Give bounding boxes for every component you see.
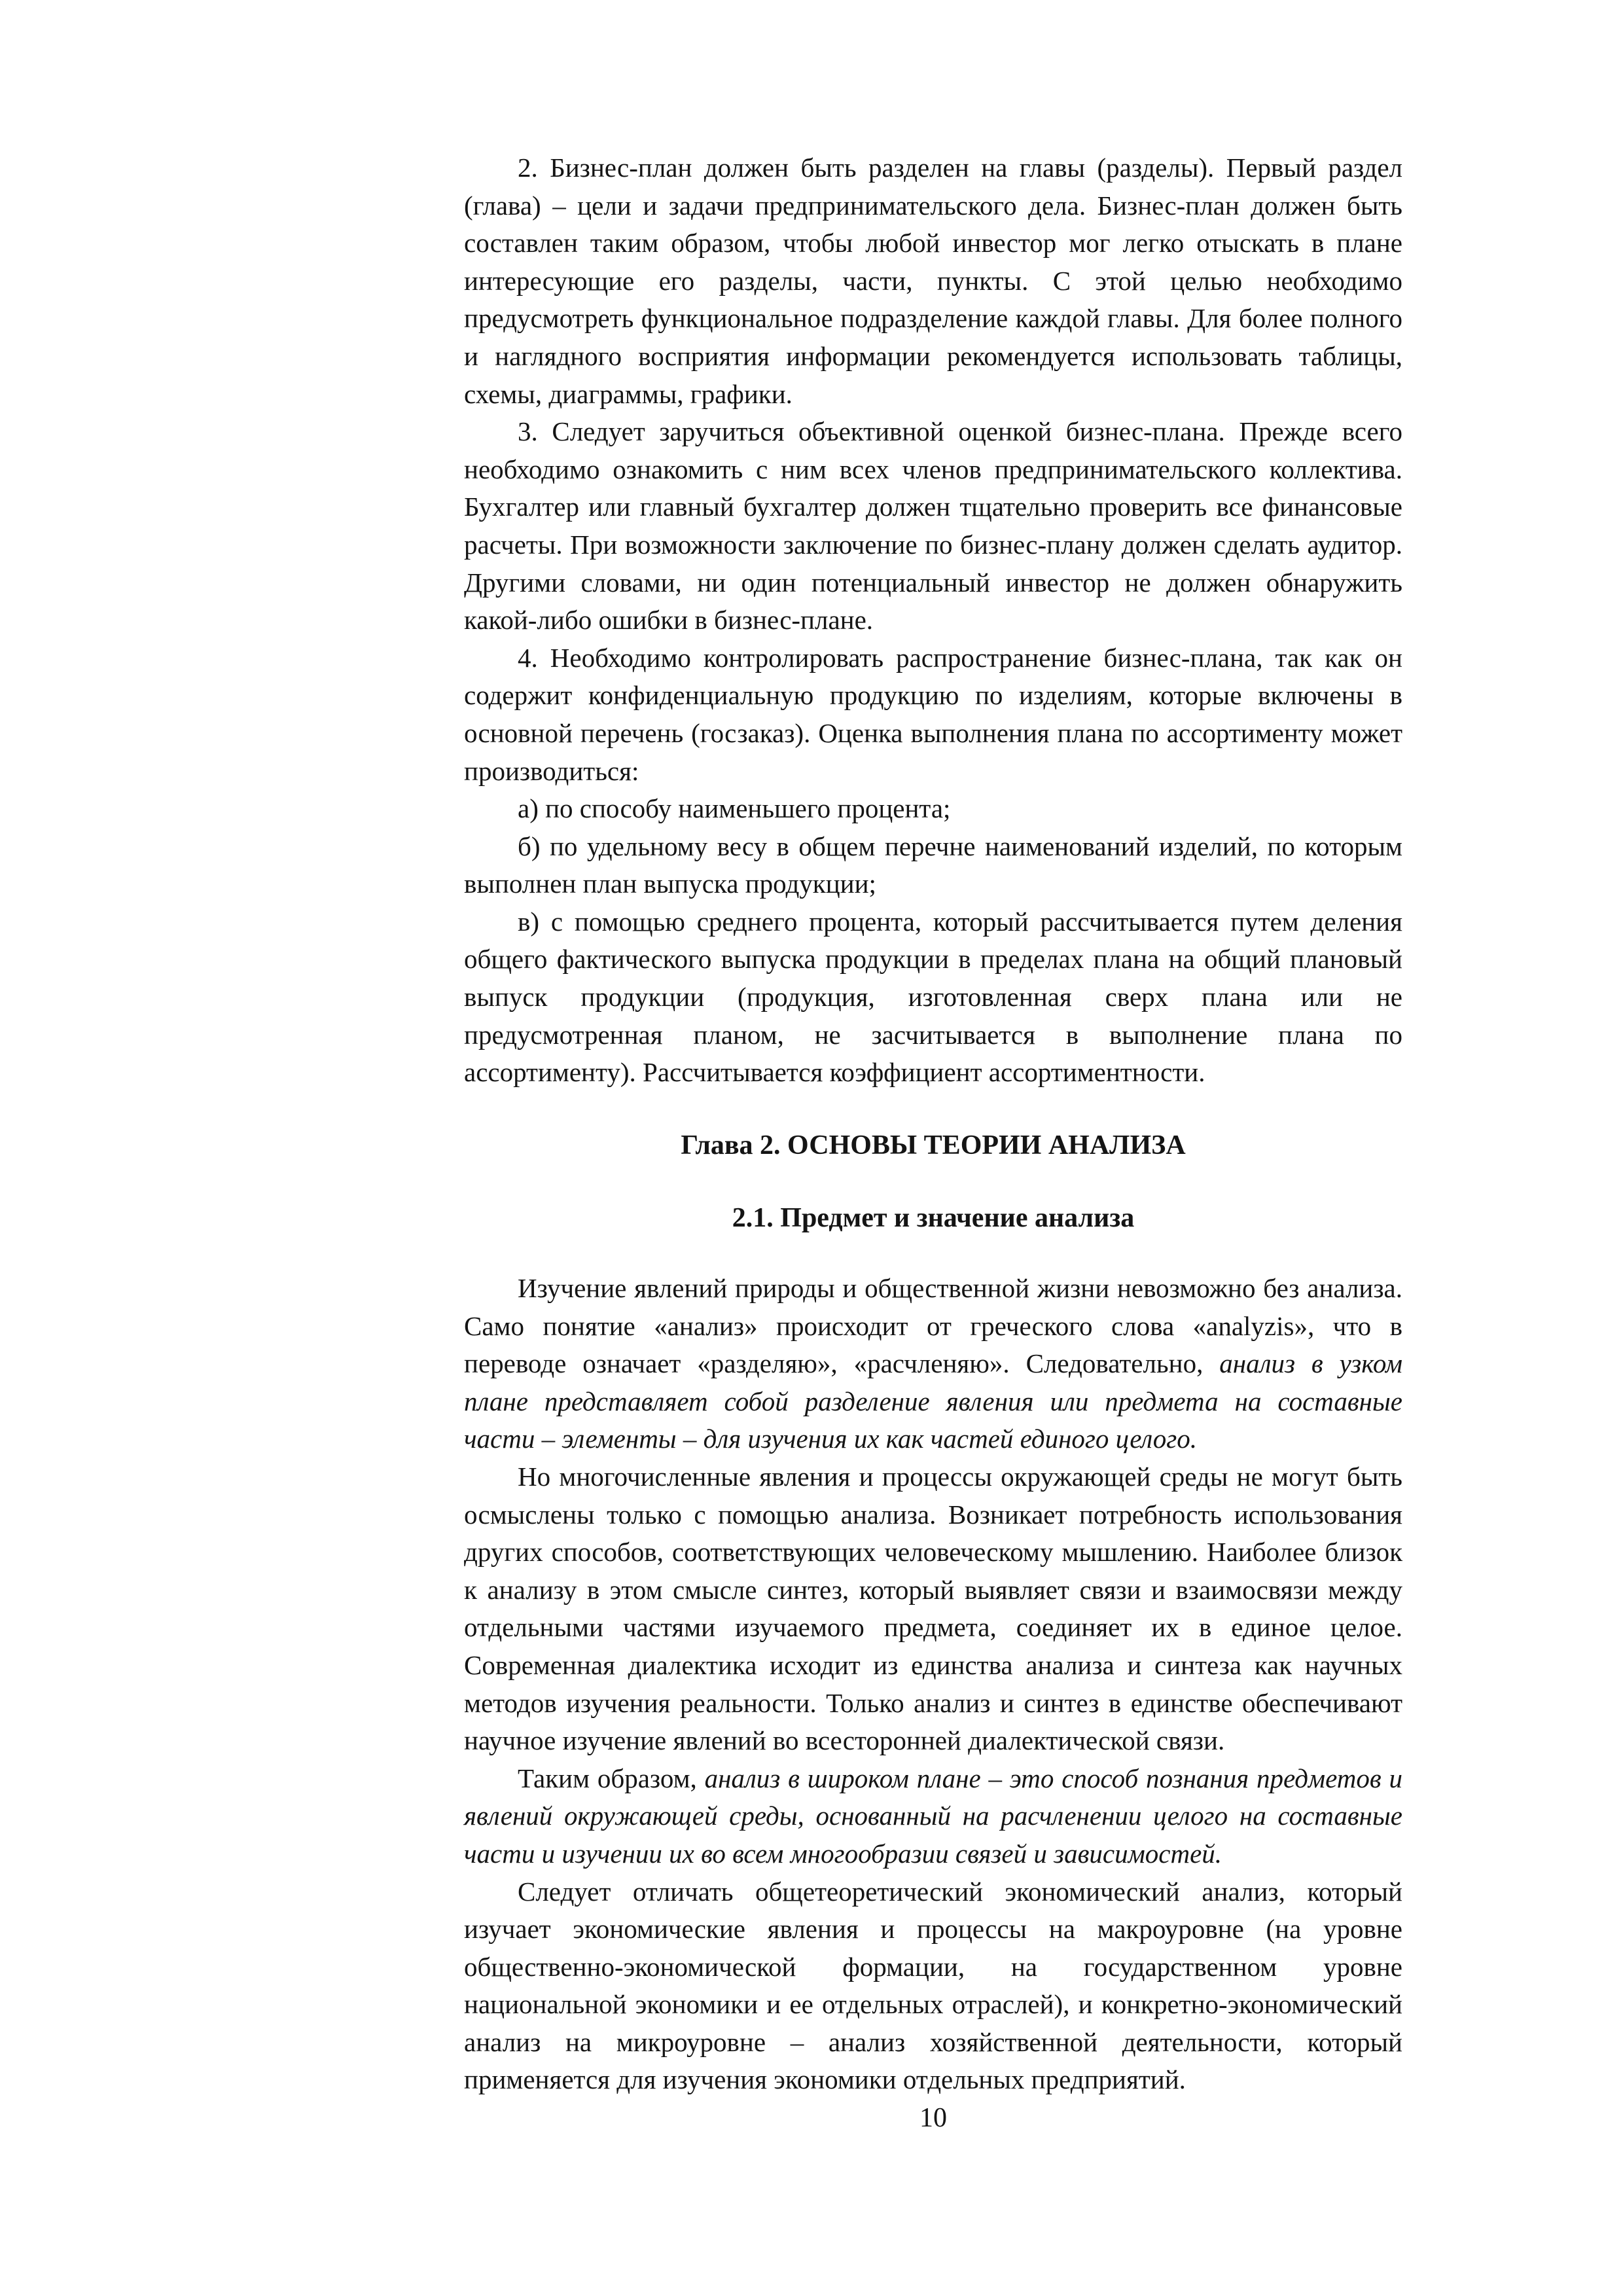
- list-item-c: в) с помощью среднего процента, который рассчитывается путем деления общего фактического выпуска продукции в пределах плана на общий плановый выпуск продукции (продукция, изготовленная сверх плана или не предусмотренная планом, не засчитывается в выполнение плана по ассортименту). Рассчитывается коэффициент ассортиментности.: [464, 906, 1402, 1088]
- list-item-b: б) по удельному весу в общем перечне наименований изделий, по которым выполнен план выпуска продукции;: [464, 831, 1402, 899]
- list-item-a: а) по способу наименьшего процента;: [518, 793, 951, 824]
- paragraph-macro-micro: Следует отличать общетеоретический экономический анализ, который изучает экономические явления и процессы на макроуровне (на уровне общественно-экономической формации, на государственном уровне национальной экономики и ее отдельных отраслей), и конкретно-экономический анализ на микроуровне – анализ хозяйственной деятельности, который применяется для изучения экономики отдельных предприятий.: [464, 1876, 1402, 2095]
- paragraph-analysis-broad: [464, 1760, 1402, 1873]
- paragraph-point-4: 4. Необходимо контролировать распространение бизнес-плана, так как он содержит конфиденциальную продукцию по изделиям, которые включены в основной перечень (госзаказ). Оценка выполнения плана по ассортименту может производиться:: [464, 642, 1402, 786]
- paragraph-analysis-definition: [464, 1270, 1402, 1458]
- paragraph-synthesis: Но многочисленные явления и процессы окружающей среды не могут быть осмыслены только с помощью анализа. Возникает потребность использования других способов, соответствующих человеческому мышлению. Наиболее близок к анализу в этом смысле синтез, который выявляет связи и взаимосвязи между отдельными частями изучаемого предмета, соединяет их в единое целое. Современная диалектика исходит из единства анализа и синтеза как научных методов изучения реальности. Только анализ и синтез в единстве обеспечивают научное изучение явлений во всесторонней диалектической связи.: [464, 1461, 1402, 1756]
- paragraph-text: Таким образом,: [518, 1763, 705, 1793]
- top-text-block: [464, 149, 1402, 1092]
- paragraph-text: Изучение явлений природы и общественной жизни невозможно без анализа. Само понятие «анализ» происходит от греческого слова «analyzis», что в переводе означает «разделяю», «расчленяю». Следовательно,: [464, 1273, 1402, 1379]
- paragraph-point-2: 2. Бизнес-план должен быть разделен на главы (разделы). Первый раздел (глава) – цели и задачи предпринимательского дела. Бизнес-план должен быть составлен таким образом, чтобы любой инвестор мог легко отыскать в плане интересующие его разделы, части, пункты. С этой целью необходимо предусмотреть функциональное подразделение каждой главы. Для более полного и наглядного восприятия информации рекомендуется использовать таблицы, схемы, диаграммы, графики.: [464, 152, 1402, 409]
- page-number: 10: [919, 2103, 947, 2133]
- chapter-title: Глава 2. ОСНОВЫ ТЕОРИИ АНАЛИЗА: [681, 1130, 1186, 1160]
- paragraph-point-3: 3. Следует заручиться объективной оценкой бизнес-плана. Прежде всего необходимо ознакомить с ним всех членов предпринимательского коллектива. Бухгалтер или главный бухгалтер должен тщательно проверить все финансовые расчеты. При возможности заключение по бизнес-плану должен сделать аудитор. Другими словами, ни один потенциальный инвестор не должен обнаружить какой-либо ошибки в бизнес-плане.: [464, 416, 1402, 636]
- section-text-block: [464, 1270, 1402, 2099]
- italic-definition-narrow: анализ в узком плане представляет собой разделение явления или предмета на составные части – элементы – для изучения их как частей единого целого.: [464, 1348, 1402, 1454]
- section-title: 2.1. Предмет и значение анализа: [732, 1203, 1135, 1233]
- italic-definition-broad: анализ в широком плане – это способ познания предметов и явлений окружающей среды, основанный на расчленении целого на составные части и изучении их во всем многообразии связей и зависимостей.: [464, 1763, 1402, 1869]
